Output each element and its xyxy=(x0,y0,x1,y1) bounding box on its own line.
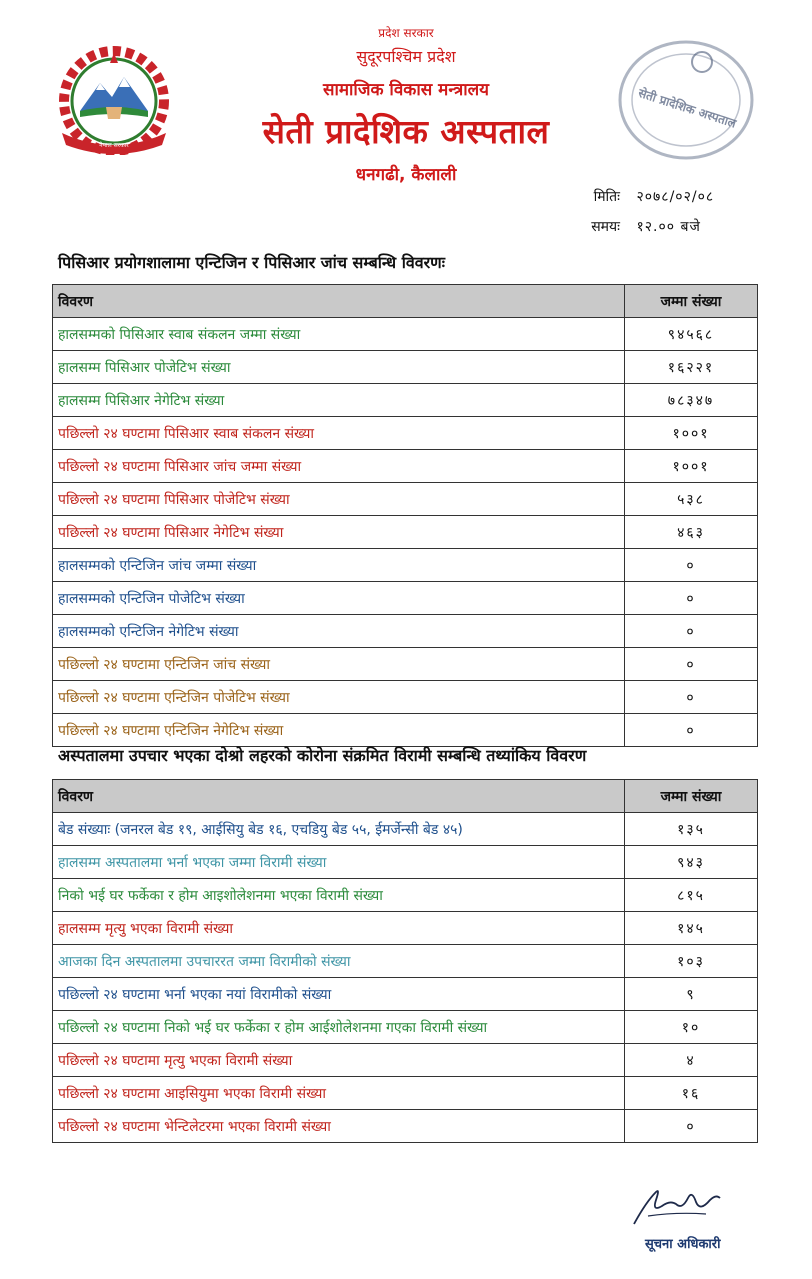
row-label: पछिल्लो २४ घण्टामा पिसिआर जांच जम्मा संख्या xyxy=(53,450,625,483)
date-value: २०७८/०२/०८ xyxy=(636,189,715,205)
row-label: हालसम्म अस्पतालमा भर्ना भएका जम्मा विरामी संख्या xyxy=(53,846,625,879)
row-value: ४ xyxy=(625,1044,758,1077)
table-row xyxy=(53,582,758,615)
row-value: ० xyxy=(625,1110,758,1143)
table-row xyxy=(53,384,758,417)
table-header-row xyxy=(53,780,758,813)
row-label: पछिल्लो २४ घण्टामा एन्टिजिन जांच संख्या xyxy=(53,648,625,681)
table-row xyxy=(53,846,758,879)
patients-section-heading: अस्पतालमा उपचार भएका दोश्रो लहरको कोरोना संक्रमित विरामी सम्बन्धि तथ्यांकिय विवरण xyxy=(58,746,587,765)
table-row xyxy=(53,1110,758,1143)
col-item-header: विवरण xyxy=(53,285,625,318)
table-row xyxy=(53,1011,758,1044)
table-row xyxy=(53,450,758,483)
hospital-title: सेती प्रादेशिक अस्पताल xyxy=(262,112,550,151)
table-row xyxy=(53,1044,758,1077)
row-label: हालसम्मको एन्टिजिन पोजेटिभ संख्या xyxy=(53,582,625,615)
row-value: ९४५६८ xyxy=(625,318,758,351)
col-item-header: विवरण xyxy=(53,780,625,813)
header-line-2: सुदूरपश्चिम प्रदेश xyxy=(356,47,456,66)
row-value: ० xyxy=(625,615,758,648)
table-row xyxy=(53,945,758,978)
date-label: मितिः xyxy=(593,189,620,205)
row-value: १६ xyxy=(625,1077,758,1110)
svg-text:सेती प्रादेशिक अस्पताल: सेती प्रादेशिक अस्पताल xyxy=(636,85,738,131)
table-row xyxy=(53,1077,758,1110)
row-value: ० xyxy=(625,714,758,747)
table-row xyxy=(53,516,758,549)
hospital-stamp xyxy=(606,28,761,168)
table-row xyxy=(53,483,758,516)
row-value: १०३ xyxy=(625,945,758,978)
pcr-antigen-table xyxy=(52,284,758,747)
signatory-title: सूचना अधिकारी xyxy=(645,1237,721,1252)
col-total-header: जम्मा संख्या xyxy=(625,285,758,318)
row-label: पछिल्लो २४ घण्टामा भेन्टिलेटरमा भएका विरामी संख्या xyxy=(53,1110,625,1143)
table-row xyxy=(53,813,758,846)
time-label: समयः xyxy=(591,219,620,235)
row-label: हालसम्मको एन्टिजिन जांच जम्मा संख्या xyxy=(53,549,625,582)
table-row xyxy=(53,681,758,714)
row-label: पछिल्लो २४ घण्टामा एन्टिजिन नेगेटिभ संख्या xyxy=(53,714,625,747)
header-line-1: प्रदेश सरकार xyxy=(378,26,434,40)
row-value: १४५ xyxy=(625,912,758,945)
row-value: १००१ xyxy=(625,417,758,450)
table-row xyxy=(53,648,758,681)
row-value: १० xyxy=(625,1011,758,1044)
row-label: निको भई घर फर्केका र होम आइशोलेशनमा भएका विरामी संख्या xyxy=(53,879,625,912)
row-value: ५३८ xyxy=(625,483,758,516)
table-row xyxy=(53,912,758,945)
row-label: पछिल्लो २४ घण्टामा आइसियुमा भएका विरामी संख्या xyxy=(53,1077,625,1110)
svg-text:नेपाल सरकार: नेपाल सरकार xyxy=(99,142,129,149)
row-label: पछिल्लो २४ घण्टामा पिसिआर नेगेटिभ संख्या xyxy=(53,516,625,549)
row-label: हालसम्मको पिसिआर स्वाब संकलन जम्मा संख्या xyxy=(53,318,625,351)
row-value: ७८३४७ xyxy=(625,384,758,417)
row-label: हालसम्म पिसिआर नेगेटिभ संख्या xyxy=(53,384,625,417)
row-label: हालसम्म पिसिआर पोजेटिभ संख्या xyxy=(53,351,625,384)
pcr-section-heading: पिसिआर प्रयोगशालामा एन्टिजिन र पिसिआर जांच सम्बन्धि विवरणः xyxy=(58,253,445,272)
row-value: ० xyxy=(625,549,758,582)
hospital-location: धनगढी, कैलाली xyxy=(355,165,457,185)
row-label: हालसम्म मृत्यु भएका विरामी संख्या xyxy=(53,912,625,945)
row-value: ८१५ xyxy=(625,879,758,912)
table-row xyxy=(53,417,758,450)
table-row xyxy=(53,615,758,648)
row-label: पछिल्लो २४ घण्टामा एन्टिजिन पोजेटिभ संख्या xyxy=(53,681,625,714)
row-value: १००१ xyxy=(625,450,758,483)
row-label: पछिल्लो २४ घण्टामा मृत्यु भएका विरामी संख्या xyxy=(53,1044,625,1077)
row-label: पछिल्लो २४ घण्टामा भर्ना भएका नयां विरामीको संख्या xyxy=(53,978,625,1011)
row-value: ० xyxy=(625,582,758,615)
row-label: हालसम्मको एन्टिजिन नेगेटिभ संख्या xyxy=(53,615,625,648)
table-row xyxy=(53,879,758,912)
table-header-row xyxy=(53,285,758,318)
row-value: ९४३ xyxy=(625,846,758,879)
row-label: आजका दिन अस्पतालमा उपचाररत जम्मा विरामीको संख्या xyxy=(53,945,625,978)
signature xyxy=(626,1182,726,1230)
covid-patients-table xyxy=(52,779,758,1143)
row-label: बेड संख्याः (जनरल बेड १९, आईसियु बेड १६, एचडियु बेड ५५, ईमर्जेन्सी बेड ४५) xyxy=(53,813,625,846)
col-total-header: जम्मा संख्या xyxy=(625,780,758,813)
row-label: पछिल्लो २४ घण्टामा पिसिआर पोजेटिभ संख्या xyxy=(53,483,625,516)
row-value: ४६३ xyxy=(625,516,758,549)
table-row xyxy=(53,318,758,351)
row-label: पछिल्लो २४ घण्टामा पिसिआर स्वाब संकलन संख्या xyxy=(53,417,625,450)
row-value: ० xyxy=(625,681,758,714)
row-value: ९ xyxy=(625,978,758,1011)
table-row xyxy=(53,351,758,384)
table-row xyxy=(53,978,758,1011)
row-label: पछिल्लो २४ घण्टामा निको भई घर फर्केका र होम आईशोलेशनमा गएका विरामी संख्या xyxy=(53,1011,625,1044)
header-line-3: सामाजिक विकास मन्त्रालय xyxy=(322,80,490,100)
row-value: १३५ xyxy=(625,813,758,846)
row-value: १६२२१ xyxy=(625,351,758,384)
table-row xyxy=(53,714,758,747)
time-row xyxy=(560,217,701,236)
date-row xyxy=(560,187,714,206)
row-value: ० xyxy=(625,648,758,681)
table-row xyxy=(53,549,758,582)
time-value: १२.०० बजे xyxy=(636,219,701,235)
